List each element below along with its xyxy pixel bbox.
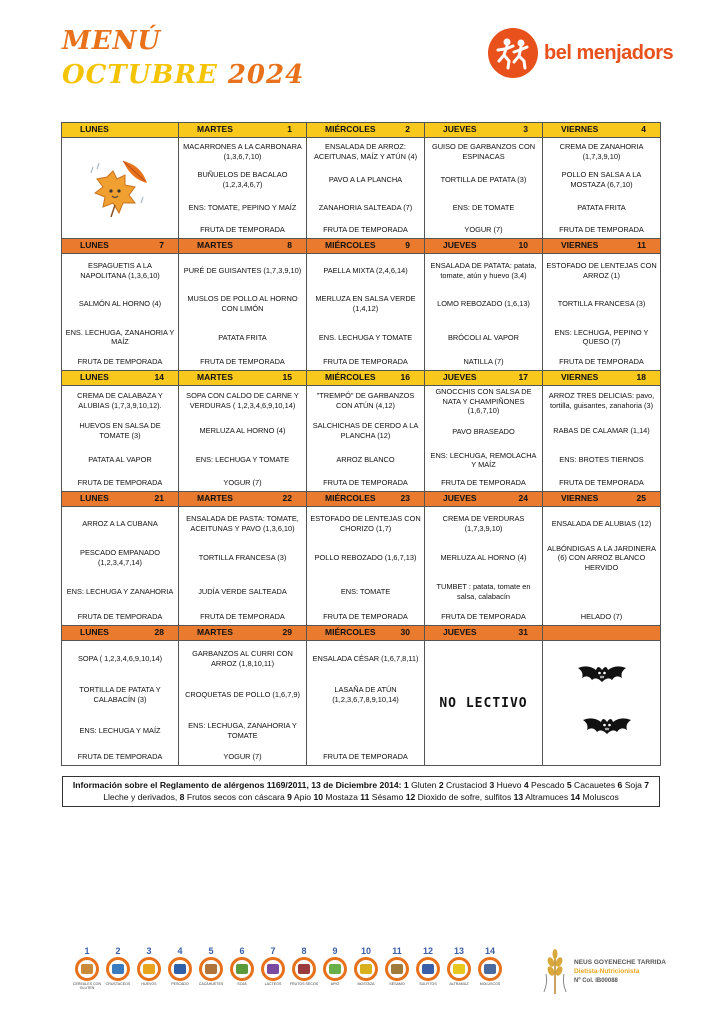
dish: MERLUZA EN SALSA VERDE (1,4,12) (315, 294, 416, 313)
dessert: HELADO (7) (580, 612, 623, 622)
dessert: FRUTA DE TEMPORADA (200, 612, 285, 622)
week-menu-row (62, 507, 661, 626)
allergen-icon-label: MOLUSCOS (479, 982, 501, 986)
allergen-number: 1 (403, 780, 409, 790)
allergen-info (62, 776, 660, 807)
day-menu-cell (543, 641, 661, 766)
week-header-row (62, 492, 661, 507)
allergen-symbol-icon (447, 957, 471, 981)
dish: ENSALADA DE PATATA: patata, tomate, atún y huevo (3,4) (430, 261, 537, 280)
day-name: VIERNES (561, 240, 599, 250)
allergen-symbol-icon (106, 957, 130, 981)
day-name: LUNES (80, 240, 109, 250)
week-menu-row (62, 641, 661, 766)
allergen-number: 5 (566, 780, 572, 790)
dessert: FRUTA DE TEMPORADA (77, 357, 163, 367)
dish: GNOCCHIS CON SALSA DE NATA Y CHAMPIÑONES (1,6,7,10) (435, 387, 532, 416)
day-header (62, 239, 179, 254)
day-name: JUEVES (443, 240, 477, 250)
day-number: 31 (518, 627, 528, 637)
day-number (164, 124, 174, 134)
dish: SOPA ( 1,2,3,4,6,9,10,14) (77, 654, 163, 664)
dish: BUÑUELOS DE BACALAO (1,2,3,4,6,7) (197, 170, 288, 189)
day-header (543, 492, 661, 507)
dish: CROQUETAS DE POLLO (1,6,7,9) (185, 690, 300, 700)
allergen-icon-number: 3 (146, 946, 152, 956)
day-menu-cell (62, 138, 179, 239)
week-menu-row (62, 254, 661, 371)
nutritionist-license: Nº Col. IB00088 (574, 977, 618, 984)
allergen-icon-number: 8 (301, 946, 307, 956)
dish: ENS: DE TOMATE (452, 203, 515, 213)
day-number: 11 (637, 240, 646, 250)
dish (307, 713, 424, 749)
dish: ESPAGUETIS A LA NAPOLITANA (1,3,6,10) (80, 261, 160, 280)
day-name: LUNES (80, 372, 109, 382)
allergen-symbol-icon (478, 957, 502, 981)
allergen-symbol-icon (75, 957, 99, 981)
allergen-icon (382, 946, 412, 991)
allergen-name: Lleche y derivados, (103, 792, 178, 803)
dish: MERLUZA AL HORNO (4) (199, 425, 286, 435)
day-name: MARTES (197, 240, 233, 250)
day-number: 4 (641, 124, 646, 134)
allergen-number: 11 (360, 792, 370, 803)
allergen-number: 4 (523, 780, 529, 790)
day-name: MIÉRCOLES (325, 372, 376, 382)
dish: ENS: LECHUGA, REMOLACHA Y MAÍZ (430, 450, 537, 470)
day-number: 23 (400, 493, 410, 503)
day-menu-cell (543, 138, 661, 239)
dish: ARROZ A LA CUBANA (82, 519, 158, 529)
allergen-symbol-icon (416, 957, 440, 981)
day-name: MIÉRCOLES (325, 627, 376, 637)
dish: ZANAHORIA SALTEADA (7) (318, 203, 413, 213)
day-header (307, 371, 425, 386)
allergen-symbol-icon (168, 957, 192, 981)
dessert: FRUTA DE TEMPORADA (559, 225, 644, 235)
day-number: 8 (287, 240, 292, 250)
day-header (307, 626, 425, 641)
dish: ENS: TOMATE (340, 587, 391, 597)
day-number: 29 (282, 627, 292, 637)
allergen-icon-number: 10 (360, 946, 371, 956)
day-header (62, 123, 179, 138)
dish: ESTOFADO DE LENTEJAS CON ARROZ (1) (546, 261, 657, 280)
dessert: YOGUR (7) (223, 478, 262, 488)
day-name: VIERNES (561, 124, 599, 134)
day-name: MIÉRCOLES (325, 493, 376, 503)
day-menu-cell (543, 507, 661, 626)
allergen-icon-number: 7 (270, 946, 276, 956)
dessert: FRUTA DE TEMPORADA (77, 752, 163, 762)
day-name: JUEVES (443, 372, 477, 382)
allergen-icon-label: CRUSTACEOS (105, 982, 131, 986)
dish: HUEVOS EN SALSA DE TOMATE (3) (79, 420, 161, 440)
day-number: 9 (405, 240, 410, 250)
day-name: LUNES (80, 627, 109, 637)
allergen-number: 8 (179, 792, 185, 803)
day-name: VIERNES (561, 493, 599, 503)
allergen-name: Sésamo (371, 792, 404, 803)
dessert: FRUTA DE TEMPORADA (200, 225, 285, 235)
day-menu-cell (543, 386, 661, 492)
allergen-number: 13 (513, 792, 524, 803)
allergen-icon-label: SOJA (237, 982, 247, 986)
dish: PAVO BRASEADO (452, 426, 515, 436)
dish: MUSLOS DE POLLO AL HORNO CON LIMÓN (187, 294, 298, 313)
allergen-symbol-icon (199, 957, 223, 981)
dessert: FRUTA DE TEMPORADA (323, 612, 408, 622)
day-menu-cell (179, 386, 307, 492)
day-number: 18 (636, 372, 646, 382)
day-menu-cell (179, 138, 307, 239)
month-title: OCTUBRE 2024 (62, 60, 305, 90)
day-name: JUEVES (443, 627, 477, 637)
allergen-symbol-icon (292, 957, 316, 981)
day-header (179, 371, 307, 386)
dish: MACARRONES A LA CARBONARA (1,3,6,7,10) (183, 142, 302, 161)
dish: POLLO REBOZADO (1,6,7,13) (314, 553, 417, 563)
allergen-name: Pescado (531, 780, 565, 790)
dish: SALMÓN AL HORNO (4) (78, 299, 162, 309)
allergen-icon-number: 5 (208, 946, 214, 956)
allergen-icon (289, 946, 319, 991)
day-menu-cell (179, 641, 307, 766)
allergen-icon-label: MOSTAZA (357, 982, 375, 986)
dish: ENSALADA DE ALUBIAS (12) (551, 519, 652, 529)
allergen-icon-label: CACAHUETES (198, 982, 224, 986)
nutritionist-signature (540, 948, 666, 996)
dish: ENS: LECHUGA Y TOMATE (195, 455, 290, 465)
allergen-symbol-icon (354, 957, 378, 981)
dish: GUISO DE GARBANZOS CON ESPINACAS (431, 142, 536, 161)
dish: CREMA DE VERDURAS (1,7,3,9,10) (442, 514, 525, 533)
nutritionist-role: Dietista-Nutricionista (574, 967, 640, 975)
day-menu-cell (307, 641, 425, 766)
dish: PURÉ DE GUISANTES (1,7,3,9,10) (183, 265, 302, 275)
day-number: 24 (518, 493, 528, 503)
day-name: LUNES (80, 124, 109, 134)
dish: BRÓCOLI AL VAPOR (447, 332, 520, 342)
dessert: NATILLA (7) (463, 357, 504, 367)
allergen-icon-number: 13 (453, 946, 464, 956)
nutritionist-name: NEUS GOYENECHE TARRIDA (574, 959, 666, 967)
allergen-name: Huevo (496, 780, 522, 790)
day-header (543, 239, 661, 254)
dessert: FRUTA DE TEMPORADA (441, 478, 526, 488)
no-school-label: NO LECTIVO (439, 695, 528, 711)
day-menu-cell (425, 386, 543, 492)
day-number: 28 (154, 627, 164, 637)
dish: PATATA FRITA (218, 332, 267, 342)
dish: ENSALADA DE ARROZ: ACEITUNAS, MAÍZ Y ATÚN (4) (313, 142, 418, 161)
day-menu-cell (179, 254, 307, 371)
allergen-number: 7 (644, 780, 650, 790)
day-header (425, 239, 543, 254)
allergen-icon (72, 946, 102, 991)
allergen-icon (103, 946, 133, 991)
allergen-icon-label: ALTRAMUZ (449, 982, 469, 986)
dish: SALCHICHAS DE CERDO A LA PLANCHA (12) (312, 420, 419, 440)
day-menu-cell (425, 641, 543, 766)
day-header (62, 371, 179, 386)
day-menu-cell (307, 138, 425, 239)
menu-title: MENÚ (62, 26, 162, 56)
allergen-number: 9 (287, 792, 292, 803)
dish: PAVO A LA PLANCHA (328, 175, 403, 185)
allergen-icon-label: APIO (330, 982, 340, 986)
day-name: MARTES (197, 124, 233, 134)
day-header (425, 492, 543, 507)
allergen-icon-label: CEREALES CON GLUTEN (72, 982, 102, 990)
allergen-name: Mostaza (325, 792, 358, 803)
allergen-number: 14 (570, 792, 581, 803)
day-name: MARTES (197, 493, 233, 503)
dish: LOMO REBOZADO (1,6,13) (437, 299, 530, 309)
allergen-name: Soja (624, 780, 642, 790)
day-menu-cell (307, 254, 425, 371)
dish: TUMBET : patata, tomate en salsa, calabacín (436, 582, 531, 601)
brand-name: bel menjadors (544, 41, 674, 64)
allergen-symbol-icon (261, 957, 285, 981)
day-header (179, 492, 307, 507)
allergen-icon-number: 4 (177, 946, 183, 956)
week-header-row (62, 123, 661, 138)
allergen-icon-label: SÉSAMO (389, 982, 405, 986)
bat-icon (576, 662, 628, 693)
weekly-menu-table (61, 122, 661, 766)
day-name: LUNES (80, 493, 109, 503)
dessert: FRUTA DE TEMPORADA (323, 478, 408, 488)
dessert: YOGUR (7) (464, 225, 503, 235)
day-menu-cell (307, 386, 425, 492)
allergen-icon-label: PESCADO (171, 982, 189, 986)
day-menu-cell (425, 254, 543, 371)
week-menu-row (62, 386, 661, 492)
dish: PAELLA MIXTA (2,4,6,14) (323, 265, 408, 275)
allergen-icon-label: SULFITOS (419, 982, 437, 986)
dish (543, 575, 660, 609)
week-header-row (62, 371, 661, 386)
dish: CREMA DE ZANAHORIA (1,7,3,9,10) (559, 142, 644, 161)
day-name: VIERNES (561, 372, 599, 382)
day-header (62, 492, 179, 507)
allergen-intro: Información sobre el Reglamento de alérgenos 1169/2011, 13 de Diciembre 2014: (72, 780, 402, 790)
allergen-icon (413, 946, 443, 991)
dessert: FRUTA DE TEMPORADA (559, 357, 644, 367)
dish: ENS. LECHUGA, ZANAHORIA Y MAÍZ (65, 327, 175, 347)
day-header (543, 626, 661, 641)
dish: TORTILLA DE PATATA Y CALABACÍN (3) (79, 685, 161, 704)
autumn-leaf-icon (62, 138, 178, 238)
day-name: MARTES (197, 627, 233, 637)
day-header (307, 123, 425, 138)
dish: ENSALADA DE PASTA: TOMATE, ACEITUNAS Y PAVO (1,3,6,10) (186, 514, 299, 533)
dish: TORTILLA DE PATATA (3) (440, 175, 527, 185)
day-number: 30 (400, 627, 410, 637)
day-header (543, 371, 661, 386)
day-header (425, 626, 543, 641)
allergen-icon (475, 946, 505, 991)
day-menu-cell (179, 507, 307, 626)
dessert: FRUTA DE TEMPORADA (559, 478, 644, 488)
allergen-number: 12 (405, 792, 416, 803)
allergen-icon (165, 946, 195, 991)
day-name: JUEVES (443, 493, 477, 503)
allergen-icon-number: 9 (332, 946, 338, 956)
allergen-name: Gluten (411, 780, 437, 790)
day-header (425, 371, 543, 386)
day-number: 10 (518, 240, 528, 250)
allergen-icon (134, 946, 164, 991)
dish: JUDÍA VERDE SALTEADA (198, 587, 287, 597)
day-number: 15 (282, 372, 292, 382)
running-kids-icon (488, 28, 538, 78)
dessert: FRUTA DE TEMPORADA (323, 225, 408, 235)
dish: ALBÓNDIGAS A LA JARDINERA (6) CON ARROZ BLANCO HERVIDO (547, 543, 656, 572)
bat-icon (581, 714, 633, 745)
dish: LASAÑA DE ATÚN (1,2,3,6,7,8,9,10,14) (332, 685, 399, 704)
dish: ENS: TOMATE, PEPINO Y MAÍZ (188, 203, 297, 213)
dish: GARBANZOS AL CURRI CON ARROZ (1,8,10,11) (192, 649, 293, 668)
dish: POLLO EN SALSA A LA MOSTAZA (6,7,10) (561, 170, 642, 189)
dish: ENS: LECHUGA Y MAÍZ (79, 726, 161, 736)
day-number: 14 (154, 372, 164, 382)
day-number: 21 (154, 493, 164, 503)
allergen-icon (351, 946, 381, 991)
day-menu-cell (62, 254, 179, 371)
allergen-icon-label: LACTEOS (264, 982, 282, 986)
day-number: 17 (518, 372, 528, 382)
dish: ENS: BROTES TIERNOS (559, 455, 644, 465)
day-number: 3 (523, 124, 528, 134)
dish: ARROZ BLANCO (336, 455, 395, 465)
allergen-icon (258, 946, 288, 991)
allergen-symbol-icon (323, 957, 347, 981)
allergen-icon-number: 12 (422, 946, 433, 956)
allergen-name: Crustaciod (445, 780, 488, 790)
allergen-icons-row (72, 946, 505, 991)
day-number: 25 (636, 493, 646, 503)
day-number: 16 (400, 372, 410, 382)
dish: ESTOFADO DE LENTEJAS CON CHORIZO (1,7) (310, 514, 421, 533)
day-menu-cell (307, 507, 425, 626)
day-header (307, 492, 425, 507)
day-number: 1 (287, 124, 292, 134)
day-header (425, 123, 543, 138)
day-menu-cell (543, 254, 661, 371)
allergen-number: 2 (438, 780, 444, 790)
dessert: FRUTA DE TEMPORADA (77, 478, 163, 488)
dish: ARROZ TRES DELICIAS: pavo, tortilla, guisantes, zanahoria (3) (548, 391, 655, 410)
day-header (179, 239, 307, 254)
allergen-icon-number: 6 (239, 946, 245, 956)
dessert: FRUTA DE TEMPORADA (77, 612, 163, 622)
allergen-icon (444, 946, 474, 991)
day-header (179, 626, 307, 641)
dish: PESCADO EMPANADO (1,2,3,4,7,14) (80, 548, 160, 567)
day-number: 7 (159, 240, 164, 250)
dessert: YOGUR (7) (223, 752, 262, 762)
dish: ENSALADA CÉSAR (1,6,7,8,11) (312, 654, 419, 664)
day-name: MARTES (197, 372, 233, 382)
allergen-icon-number: 1 (84, 946, 90, 956)
day-header (62, 626, 179, 641)
day-header (179, 123, 307, 138)
dish: PATATA FRITA (577, 203, 626, 213)
allergen-number: 10 (313, 792, 324, 803)
dish: RABAS DE CALAMAR (1,14) (553, 425, 650, 435)
allergen-name: Frutos secos con cáscara (186, 792, 285, 803)
dish: MERLUZA AL HORNO (4) (440, 553, 527, 563)
day-number: 22 (282, 493, 292, 503)
dish: ENS. LECHUGA Y TOMATE (318, 332, 413, 342)
dish: "TREMPÓ" DE GARBANZOS CON ATÚN (4,12) (316, 391, 415, 410)
wheat-icon (540, 948, 570, 996)
allergen-name: Altramuces (525, 792, 569, 803)
dish: CREMA DE CALABAZA Y ALUBIAS (1,7,3,9,10,12). (77, 391, 163, 410)
day-menu-cell (62, 386, 179, 492)
week-menu-row (62, 138, 661, 239)
dessert: FRUTA DE TEMPORADA (323, 752, 408, 762)
dish: PATATA AL VAPOR (88, 455, 152, 465)
allergen-icon-label: HUEVOS (141, 982, 157, 986)
allergen-icon-number: 14 (484, 946, 495, 956)
allergen-icon (196, 946, 226, 991)
allergen-icon-number: 2 (115, 946, 121, 956)
day-number: 2 (405, 124, 410, 134)
allergen-icon-number: 11 (392, 946, 402, 956)
dessert: FRUTA DE TEMPORADA (200, 357, 285, 367)
allergen-symbol-icon (230, 957, 254, 981)
dessert: FRUTA DE TEMPORADA (441, 612, 526, 622)
dish: TORTILLA FRANCESA (3) (198, 553, 287, 563)
day-header (543, 123, 661, 138)
allergen-number: 3 (489, 780, 495, 790)
day-menu-cell (62, 641, 179, 766)
dish: SOPA CON CALDO DE CARNE Y VERDURAS ( 1,2,3,4,6,9,10,14) (186, 391, 299, 410)
dish: ENS: LECHUGA Y ZANAHORIA (66, 587, 174, 597)
day-menu-cell (425, 507, 543, 626)
allergen-icon (227, 946, 257, 991)
day-name: MIÉRCOLES (325, 124, 376, 134)
allergen-number: 6 (617, 780, 623, 790)
allergen-icon-label: FRUTOS SECOS (289, 982, 319, 986)
allergen-name: Moluscos (582, 792, 619, 803)
week-header-row (62, 626, 661, 641)
allergen-name: Cacauetes (574, 780, 616, 790)
dish: TORTILLA FRANCESA (3) (557, 299, 646, 309)
allergen-name: Apio (293, 792, 312, 803)
day-name: JUEVES (443, 124, 477, 134)
allergen-symbol-icon (385, 957, 409, 981)
week-header-row (62, 239, 661, 254)
dessert: FRUTA DE TEMPORADA (323, 357, 408, 367)
brand-logo (488, 28, 673, 78)
allergen-name: Dioxido de sofre, sulfitos (417, 792, 512, 803)
day-name: MIÉRCOLES (325, 240, 376, 250)
dish: ENS: LECHUGA, ZANAHORIA Y TOMATE (188, 721, 297, 740)
day-menu-cell (425, 138, 543, 239)
day-menu-cell (62, 507, 179, 626)
allergen-icon (320, 946, 350, 991)
allergen-symbol-icon (137, 957, 161, 981)
dish: ENS: LECHUGA, PEPINO Y QUESO (7) (554, 327, 649, 347)
day-header (307, 239, 425, 254)
